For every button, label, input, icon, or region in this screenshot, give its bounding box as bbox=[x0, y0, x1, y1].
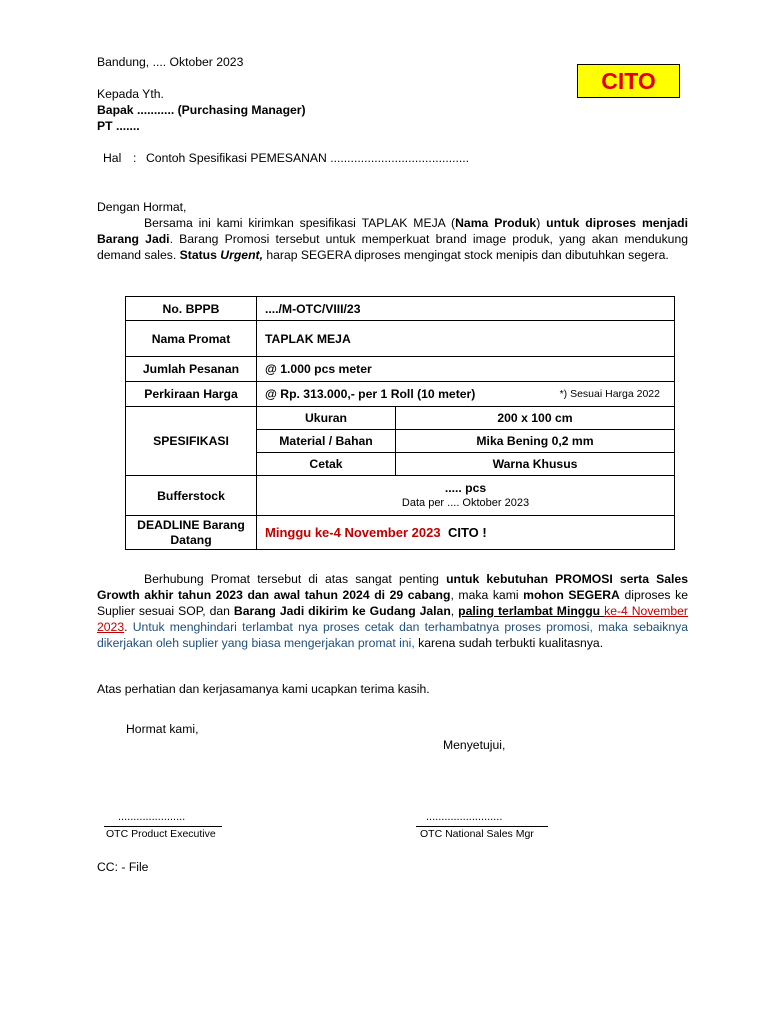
body-paragraph bbox=[97, 571, 688, 651]
recipient-company: PT ....... bbox=[97, 119, 140, 133]
spesifikasi-label: SPESIFIKASI bbox=[126, 407, 257, 476]
body-deadline-week: ke-4 November 2023 bbox=[97, 604, 688, 634]
intro-paragraph bbox=[97, 215, 688, 263]
promat-value: TAPLAK MEJA bbox=[257, 321, 675, 357]
jumlah-value: @ 1.000 pcs meter bbox=[257, 357, 675, 382]
ukuran-value: 200 x 100 cm bbox=[396, 407, 675, 430]
body-promo-purpose: untuk kebutuhan PROMOSI serta Sales Growth akhir tahun 2023 dan awal tahun 2024 di 29 cabang bbox=[97, 572, 688, 602]
harga-cell bbox=[257, 382, 675, 407]
place-date: Bandung, .... Oktober 2023 bbox=[97, 55, 244, 69]
cetak-value: Warna Khusus bbox=[396, 453, 675, 476]
salutation: Dengan Hormat, bbox=[97, 200, 187, 214]
harga-value: @ Rp. 313.000,- per 1 Roll (10 meter) bbox=[265, 387, 476, 401]
deadline-value: Minggu ke-4 November 2023 bbox=[265, 525, 441, 540]
table-row bbox=[126, 357, 675, 382]
table-row bbox=[126, 297, 675, 321]
body-text-3: diproses ke Suplier sesuai SOP, dan bbox=[97, 588, 688, 618]
intro-process-note: untuk diproses menjadi Barang Jadi bbox=[97, 216, 688, 246]
material-value: Mika Bening 0,2 mm bbox=[396, 430, 675, 453]
intro-text-3: . Barang Promosi tersebut untuk memperkuat brand image produk, yang akan mendukung demand sales. bbox=[97, 232, 689, 262]
body-text-5: . bbox=[124, 620, 133, 634]
body-deadline-prefix: paling terlambat Minggu bbox=[458, 604, 605, 618]
body-request: mohon SEGERA bbox=[523, 588, 620, 602]
closing-menyetujui: Menyetujui, bbox=[443, 738, 506, 752]
body-delivery: Barang Jadi dikirim ke Gudang Jalan bbox=[233, 604, 451, 618]
intro-text-4: harap SEGERA diproses mengingat stock menipis dan dibutuhkan segera. bbox=[262, 248, 669, 262]
intro-text-1: Bersama ini kami kirimkan spesifikasi TAPLAK MEJA ( bbox=[144, 216, 456, 230]
jumlah-label: Jumlah Pesanan bbox=[126, 357, 257, 382]
recipient-name: Bapak ........... (Purchasing Manager) bbox=[97, 103, 306, 117]
table-row bbox=[126, 321, 675, 357]
thanks-text: Atas perhatian dan kerjasamanya kami ucapkan terima kasih. bbox=[97, 682, 430, 696]
spec-table bbox=[125, 296, 675, 550]
signature-2-dots: ......................... bbox=[426, 811, 503, 823]
deadline-label: DEADLINE Barang Datang bbox=[126, 516, 257, 550]
subject-colon: : bbox=[133, 151, 137, 165]
buffer-date: Data per .... Oktober 2023 bbox=[401, 496, 530, 509]
table-row bbox=[126, 476, 675, 516]
recipient-greeting: Kepada Yth. bbox=[97, 87, 164, 101]
signature-1-dots: ...................... bbox=[118, 811, 186, 823]
table-row bbox=[126, 407, 675, 430]
table-row bbox=[126, 382, 675, 407]
buffer-cell bbox=[257, 476, 675, 516]
buffer-value: ..... pcs bbox=[444, 480, 487, 495]
body-text-1: Berhubung Promat tersebut di atas sangat penting bbox=[144, 572, 447, 586]
cito-badge: CITO bbox=[577, 64, 680, 98]
intro-product-name: Nama Produk bbox=[455, 216, 537, 230]
subject-label: Hal bbox=[103, 151, 122, 165]
harga-label: Perkiraan Harga bbox=[126, 382, 257, 407]
signature-2-title: OTC National Sales Mgr bbox=[420, 828, 534, 840]
bppb-label: No. BPPB bbox=[126, 297, 257, 321]
buffer-label: Bufferstock bbox=[126, 476, 257, 516]
body-text-4: , bbox=[450, 604, 459, 618]
ukuran-label: Ukuran bbox=[257, 407, 396, 430]
cc-text: CC: - File bbox=[97, 860, 149, 874]
harga-note: *) Sesuai Harga 2022 bbox=[559, 388, 660, 400]
table-row bbox=[126, 516, 675, 550]
intro-text-2: ) bbox=[536, 216, 547, 230]
material-label: Material / Bahan bbox=[257, 430, 396, 453]
signature-2-line bbox=[416, 826, 548, 827]
subject-text: Contoh Spesifikasi PEMESANAN ......................................... bbox=[146, 151, 470, 165]
body-text-6: karena sudah terbukti kualitasnya. bbox=[414, 636, 604, 650]
closing-hormat: Hormat kami, bbox=[126, 722, 199, 736]
signature-1-line bbox=[104, 826, 222, 827]
promat-label: Nama Promat bbox=[126, 321, 257, 357]
body-text-2: , maka kami bbox=[450, 588, 524, 602]
signature-1-title: OTC Product Executive bbox=[106, 828, 216, 840]
cetak-label: Cetak bbox=[257, 453, 396, 476]
body-supplier-note: Untuk menghindari terlambat nya proses cetak dan terhambatnya proses promosi, maka sebaiknya dikerjakan oleh suplier yang biasa mengerjakan promat ini, bbox=[97, 620, 688, 650]
deadline-cito: CITO ! bbox=[447, 525, 487, 540]
deadline-cell bbox=[257, 516, 675, 550]
intro-status-urgent: Urgent, bbox=[220, 248, 263, 262]
intro-status-label: Status bbox=[179, 248, 221, 262]
bppb-value: ..../M-OTC/VIII/23 bbox=[257, 297, 675, 321]
